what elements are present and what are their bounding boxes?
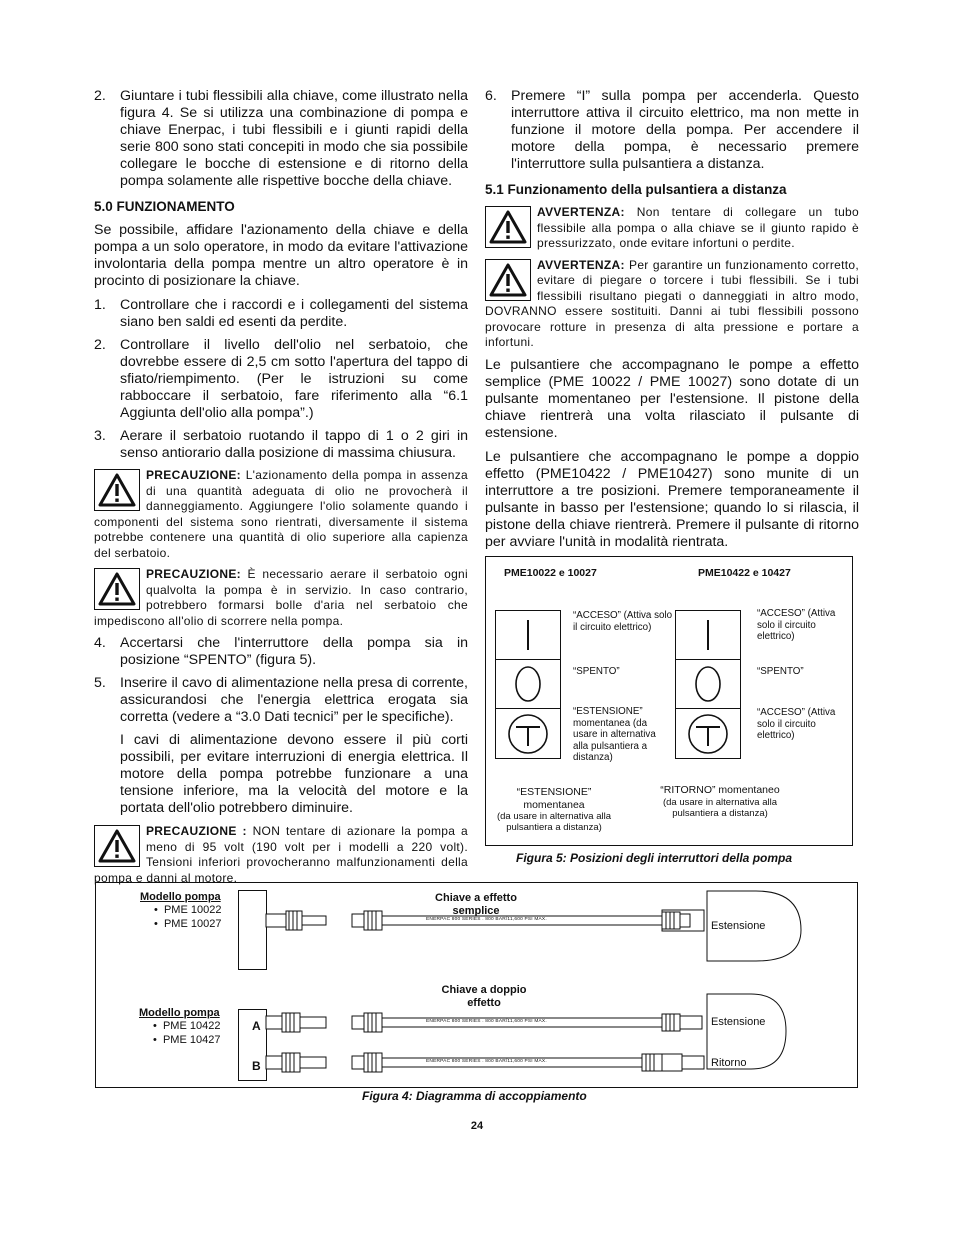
hose-marking: ENERPAC 800 SERIES . 800 BAR/11,600 PSI MAX. <box>426 917 547 922</box>
switch-on-icon <box>676 611 740 660</box>
port-a-label: A <box>252 1019 261 1033</box>
figure-caption: Figura 4: Diagramma di accoppiamento <box>362 1089 587 1103</box>
port-label: Estensione <box>711 1016 766 1028</box>
switch-panel-single <box>495 610 561 759</box>
figure-title-right: PME10422 e 10427 <box>698 567 791 579</box>
model-item: • PME 10422 <box>153 1020 221 1032</box>
label-extend: “ESTENSIONE” momentanea (da usare in alternativa alla pulsantiera a distanza) <box>573 706 656 763</box>
label-momentary-extend: “ESTENSIONE” momentanea (da usare in alternativa alla pulsantiera a distanza) <box>496 786 612 833</box>
caution-box: PRECAUZIONE: L'azionamento della pompa in assenza di una quantità adeguata di olio ne provocherà il danneggiamento. Aggiungere l'olio solamente quando i componenti del sistema sono rientrati, diversamente il sistema potrebbe contenere una quantità di olio superiore alla capienza del serbatoio. <box>94 468 468 560</box>
switch-off-icon <box>676 660 740 709</box>
label-on: “ACCESO” (Attiva solo il circuito elettrico) <box>573 610 673 633</box>
figure-switch-positions <box>485 556 853 846</box>
left-column <box>94 88 468 892</box>
paragraph: I cavi di alimentazione devono essere il più corti possibili, per evitare interruzioni di energia elettrica. Il motore della pompa potrebbe funzionare a una tensione inferiore, ma la velocità del motore e la portata dell'olio potrebbero diminuire. <box>120 732 468 816</box>
model-label: Modello pompa <box>140 891 221 903</box>
figure-caption: Figura 5: Posizioni degli interruttori della pompa <box>516 851 793 865</box>
switch-on-icon <box>496 611 560 660</box>
paragraph: Le pulsantiere che accompagnano le pompe a effetto semplice (PME 10022 / PME 10027) sono dotate di un pulsante momentaneo per l'estensione. Il pistone della chiave rientrerà una volta rilasciato il pulsante di estensione. <box>485 356 859 441</box>
label-on-2: “ACCESO” (Attiva solo il circuito elettrico) <box>757 707 836 741</box>
label-off: “SPENTO” <box>757 666 804 677</box>
figure-coupling-diagram <box>95 882 858 1088</box>
paragraph: Se possibile, affidare l'azionamento della chiave e della pompa a un solo operatore, in modo da evitare l'attivazione involontaria della pompa mentre un altro operatore è in procinto di posizionare la chiave. <box>94 222 468 289</box>
list-item: 6. Premere “I” sulla pompa per accenderla. Questo interruttore attiva il circuito elettrico, ma non mette in funzione il motore della pompa. Per accendere il motore della pompa, è necessario premere l'interruttore sulla pulsantiera a distanza. <box>485 88 859 172</box>
figure-title-left: PME10022 e 10027 <box>504 567 597 579</box>
model-item: • PME 10427 <box>153 1034 221 1046</box>
paragraph: Le pulsantiere che accompagnano le pompe a doppio effetto (PME10422 / PME10427) sono munite di un interruttore a tre posizioni. Premere temporaneamente il pulsante in basso per l'estensione; quando lo si rilascia, il pistone della chiave rientrerà. Premere il pulsante di ritorno per avviare l'unità in modalità rientrata. <box>485 448 859 550</box>
warning-box: AVVERTENZA: Per garantire un funzionamento corretto, evitare di piegare o torcere i tubi flessibili. Se i tubi flessibili risultano piegati o danneggiati in altro modo, DOVRANNO essere sostituiti. Danni ai tubi flessibili possono provocare rotture in presenza di alta pressione e portare a infortuni. <box>485 257 859 349</box>
switch-extend-icon <box>496 709 560 758</box>
label-momentary-return: “RITORNO” momentaneo (da usare in alternativa alla pulsantiera a distanza) <box>660 784 780 819</box>
hose-marking: ENERPAC 800 SERIES . 800 BAR/11,600 PSI MAX. <box>426 1059 547 1064</box>
label-on: “ACCESO” (Attiva solo il circuito elettrico) <box>757 608 836 642</box>
caution-box: PRECAUZIONE: È necessario aerare il serbatoio ogni qualvolta la pompa è in servizio. In caso contrario, potrebbero formarsi bolle d'aria nel serbatoio che impediscono all'olio di scorrere nella pompa. <box>94 567 468 628</box>
warning-triangle-icon <box>485 259 531 301</box>
hose-diagram <box>96 883 857 1087</box>
list-item: 2. Giuntare i tubi flessibili alla chiave, come illustrato nella figura 4. Se si utilizza una combinazione di pompa e chiave Enerpac, i tubi flessibili e i giunti rapidi della serie 800 sono stati concepiti in modo che sia possibile collegare le bocche di estensione e di ritorno della pompa solamente alle rispettive bocche della chiave. <box>94 88 468 189</box>
model-item: • PME 10022 <box>154 904 222 916</box>
list-item: 3. Aerare il serbatoio ruotando il tappo di 1 o 2 giri in senso antiorario dalla posizione di massima chiusura. <box>94 428 468 461</box>
warning-triangle-icon <box>94 469 140 511</box>
port-label: Ritorno <box>711 1057 747 1069</box>
list-item: 2. Controllare il livello dell'olio nel serbatoio, che dovrebbe essere di 2,5 cm sotto l'apertura del tappo di sfiato/riempimento. (Per le istruzioni su come rabboccare il serbatoio, fare riferimento alla “6.1 Aggiunta dell'olio alla pompa”.) <box>94 337 468 421</box>
model-item: • PME 10027 <box>154 918 222 930</box>
list-item: 1. Controllare che i raccordi e i collegamenti del sistema siano ben saldi ed esenti da perdite. <box>94 297 468 330</box>
warning-triangle-icon <box>94 825 140 867</box>
model-label: Modello pompa <box>139 1007 220 1019</box>
section-heading: 5.0 FUNZIONAMENTO <box>94 199 235 214</box>
port-label: Estensione <box>711 920 766 932</box>
section-heading: 5.1 Funzionamento della pulsantiera a distanza <box>485 182 787 197</box>
switch-off-icon <box>496 660 560 709</box>
hose-marking: ENERPAC 800 SERIES . 800 BAR/11,600 PSI MAX. <box>426 1019 547 1024</box>
warning-box: AVVERTENZA: Non tentare di collegare un tubo flessibile alla pompa o alla chiave se il giunto rapido è pressurizzato, onde evitare infortuni o perdite. <box>485 205 859 252</box>
right-column <box>485 88 859 558</box>
switch-panel-double <box>675 610 741 759</box>
caution-box: PRECAUZIONE : NON tentare di azionare la pompa a meno di 95 volt (190 volt per i modelli a 220 volt). Tensioni inferiori provocheranno malfunzionamenti della pompa e danni al motore. <box>94 824 469 885</box>
warning-triangle-icon <box>485 206 531 248</box>
warning-triangle-icon <box>94 568 140 610</box>
page-number: 24 <box>470 1120 484 1132</box>
wrench-label: Chiave a doppio effetto <box>441 984 527 1009</box>
list-item: 4. Accertarsi che l'interruttore della pompa sia in posizione “SPENTO” (figura 5). <box>94 635 468 668</box>
label-off: “SPENTO” <box>573 666 620 677</box>
port-b-label: B <box>252 1059 261 1073</box>
switch-extend-icon <box>676 709 740 758</box>
wrench-label: Chiave a effetto semplice <box>435 892 517 917</box>
list-item: 5. Inserire il cavo di alimentazione nella presa di corrente, assicurandosi che l'energia elettrica erogata sia corretta (vedere a “3.0 Dati tecnici” per le specifiche). <box>94 675 468 725</box>
